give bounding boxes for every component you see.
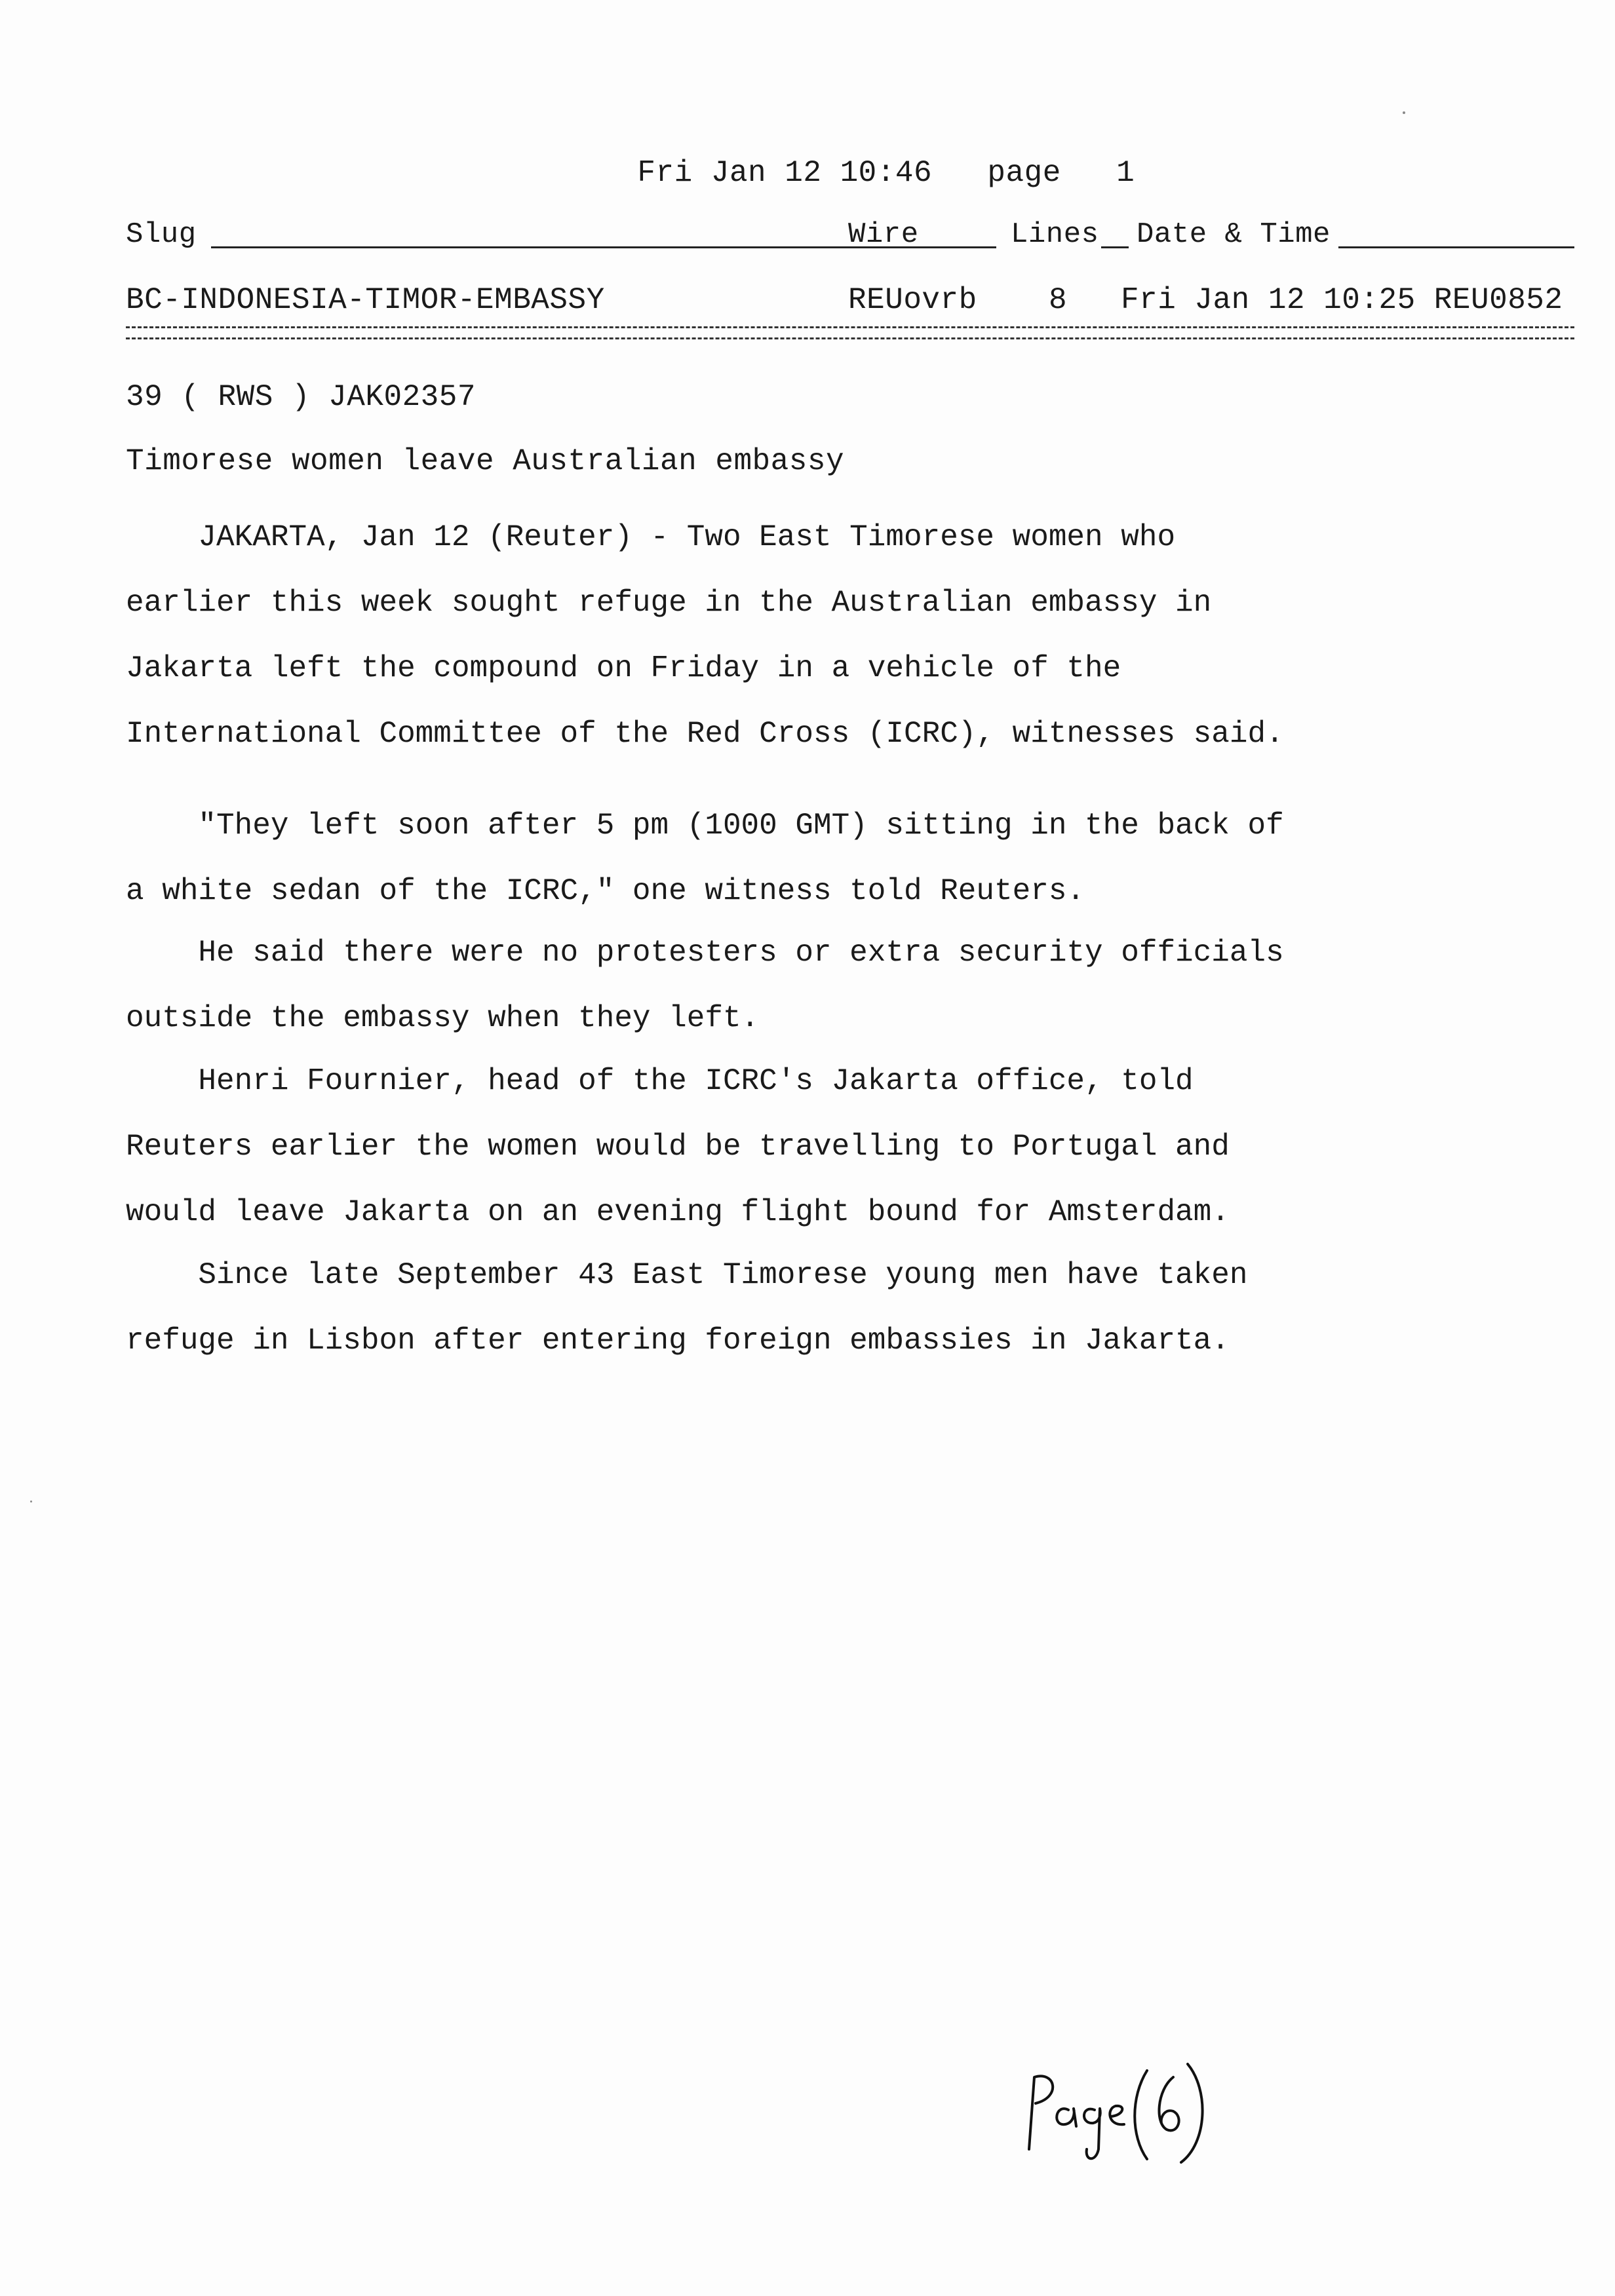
header-page-label: page — [987, 156, 1061, 190]
paragraph-1 — [126, 505, 1502, 767]
wire-underline — [924, 246, 996, 248]
slug-underline — [211, 246, 952, 248]
paragraph-2 — [126, 793, 1502, 924]
header-line — [564, 118, 1135, 228]
paragraph-line: Henri Fournier, head of the ICRC's Jakarta office, told — [126, 1064, 1194, 1098]
paragraph-line: outside the embassy when they left. — [126, 1001, 760, 1035]
paragraph-line: earlier this week sought refuge in the Australian embassy in — [126, 586, 1212, 620]
paragraph-line: Since late September 43 East Timorese young men have taken — [126, 1258, 1248, 1292]
paragraph-line: refuge in Lisbon after entering foreign embassies in Jakarta. — [126, 1324, 1230, 1358]
paragraph-line: a white sedan of the ICRC," one witness told Reuters. — [126, 874, 1085, 908]
slug-value: BC-INDONESIA-TIMOR-EMBASSY — [126, 283, 605, 317]
story-headline: Timorese women leave Australian embassy — [126, 444, 845, 478]
paragraph-3 — [126, 920, 1502, 1051]
paragraph-line: Reuters earlier the women would be travelling to Portugal and — [126, 1130, 1230, 1164]
paragraph-line: JAKARTA, Jan 12 (Reuter) - Two East Timorese women who — [126, 520, 1176, 554]
lines-underline — [1101, 246, 1129, 248]
header-page-number: 1 — [1116, 156, 1135, 190]
datetime-value: Fri Jan 12 10:25 REU0852 — [1121, 283, 1563, 317]
scan-speck — [30, 1501, 32, 1502]
slug-label: Slug — [126, 218, 197, 251]
field-values-row — [126, 282, 1574, 321]
field-labels-row — [126, 216, 1574, 256]
wire-label: Wire — [848, 218, 919, 251]
paragraph-line: International Committee of the Red Cross (ICRC), witnesses said. — [126, 717, 1284, 751]
datetime-label: Date & Time — [1137, 218, 1331, 251]
lines-value: 8 — [1049, 283, 1068, 317]
paragraph-line: "They left soon after 5 pm (1000 GMT) sitting in the back of — [126, 809, 1284, 843]
paragraph-4 — [126, 1048, 1502, 1245]
paragraph-line: would leave Jakarta on an evening flight bound for Amsterdam. — [126, 1195, 1230, 1229]
lines-label: Lines — [1011, 218, 1099, 251]
header-timestamp: Fri Jan 12 10:46 — [637, 156, 933, 190]
paragraph-line: He said there were no protesters or extra security officials — [126, 936, 1284, 970]
paragraph-line: Jakarta left the compound on Friday in a vehicle of the — [126, 651, 1121, 685]
double-dash-separator — [126, 326, 1574, 339]
paragraph-5 — [126, 1242, 1502, 1373]
scan-speck — [1403, 111, 1405, 114]
handwritten-page-annotation — [1016, 2051, 1213, 2182]
wire-value: REUovrb — [848, 283, 977, 317]
story-id-line: 39 ( RWS ) JAK02357 — [126, 380, 476, 414]
datetime-underline — [1338, 246, 1574, 248]
